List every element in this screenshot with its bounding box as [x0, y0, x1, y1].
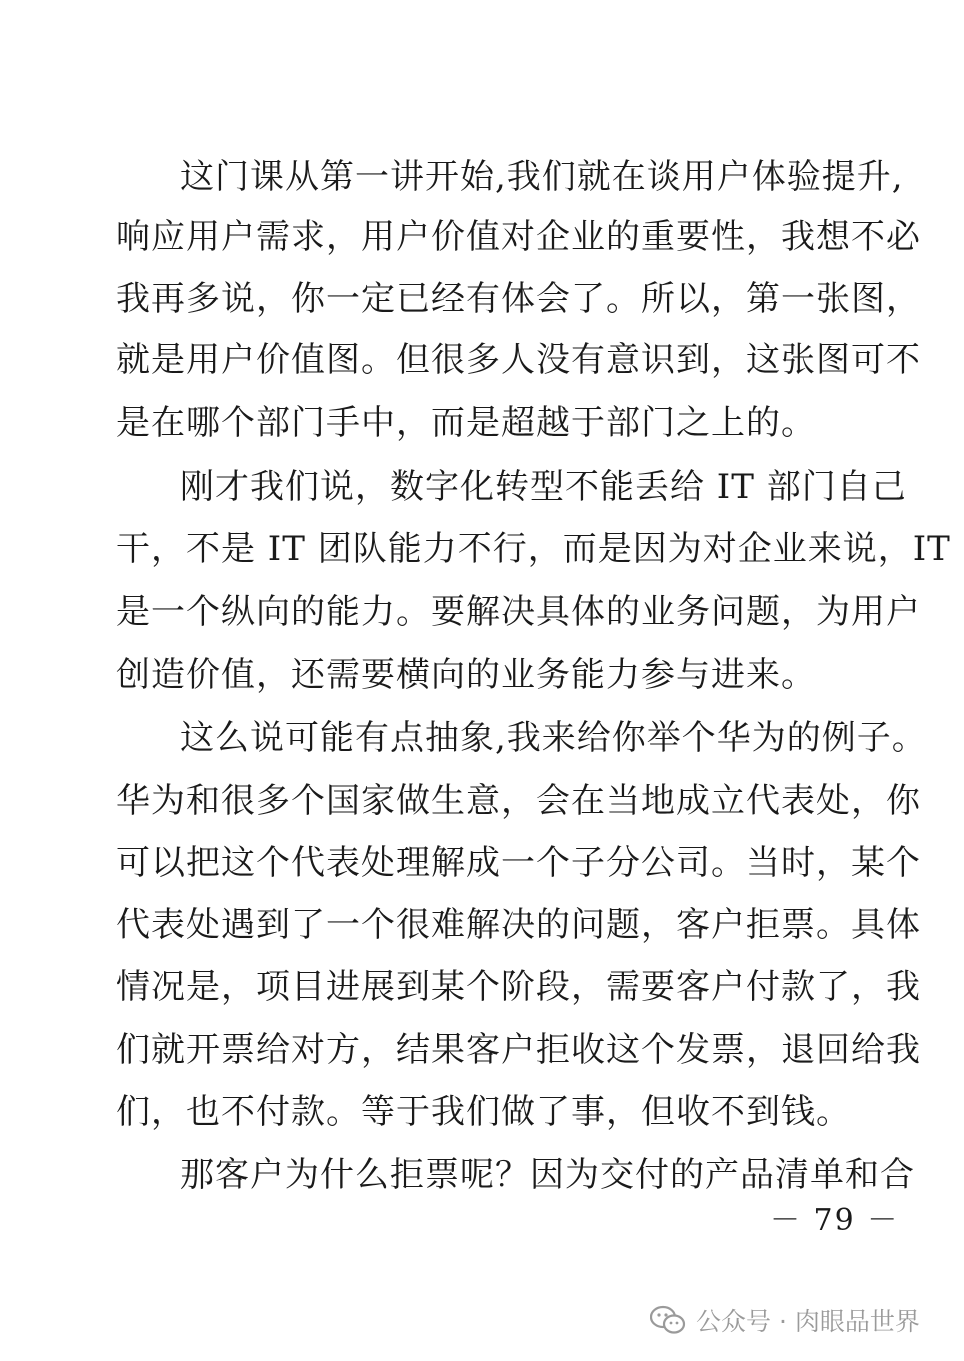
paragraph-3-line-6: 们就开票给对方，结果客户拒收这个发票，退回给我 [116, 1030, 921, 1070]
paragraph-1-line-3: 我再多说，你一定已经有体会了。所以，第一张图， [116, 279, 921, 319]
paragraph-1-line-2: 响应用户需求，用户价值对企业的重要性，我想不必 [116, 217, 921, 257]
paragraph-3-line-1: 这么说可能有点抽象,我来给你举个华为的例子。 [180, 718, 927, 758]
paragraph-3-line-3: 可以把这个代表处理解成一个子分公司。当时，某个 [116, 843, 921, 883]
wechat-icon [650, 1305, 686, 1335]
paragraph-1-line-1: 这门课从第一讲开始,我们就在谈用户体验提升, [180, 157, 904, 197]
paragraph-3-line-7: 们，也不付款。等于我们做了事，但收不到钱。 [116, 1092, 851, 1132]
paragraph-2-line-2: 干，不是 IT 团队能力不行，而是因为对企业来说，IT [116, 529, 951, 569]
watermark-text: 公众号 · 肉眼品世界 [696, 1307, 920, 1336]
paragraph-3-line-4: 代表处遇到了一个很难解决的问题，客户拒票。具体 [116, 905, 921, 945]
paragraph-2-line-3: 是一个纵向的能力。要解决具体的业务问题，为用户 [116, 592, 921, 632]
paragraph-1-line-4: 就是用户价值图。但很多人没有意识到，这张图可不 [116, 340, 921, 380]
paragraph-3-line-2: 华为和很多个国家做生意，会在当地成立代表处，你 [116, 781, 921, 821]
watermark [650, 1300, 920, 1340]
paragraph-2-line-1: 刚才我们说，数字化转型不能丢给 IT 部门自己 [180, 467, 907, 507]
paragraph-2-line-4: 创造价值，还需要横向的业务能力参与进来。 [116, 655, 816, 695]
page-number: － 79 － [770, 1203, 900, 1238]
paragraph-3-line-5: 情况是，项目进展到某个阶段，需要客户付款了，我 [116, 967, 921, 1007]
paragraph-1-line-5: 是在哪个部门手中，而是超越于部门之上的。 [116, 403, 816, 443]
paragraph-4-line-1: 那客户为什么拒票呢？因为交付的产品清单和合 [180, 1155, 915, 1195]
